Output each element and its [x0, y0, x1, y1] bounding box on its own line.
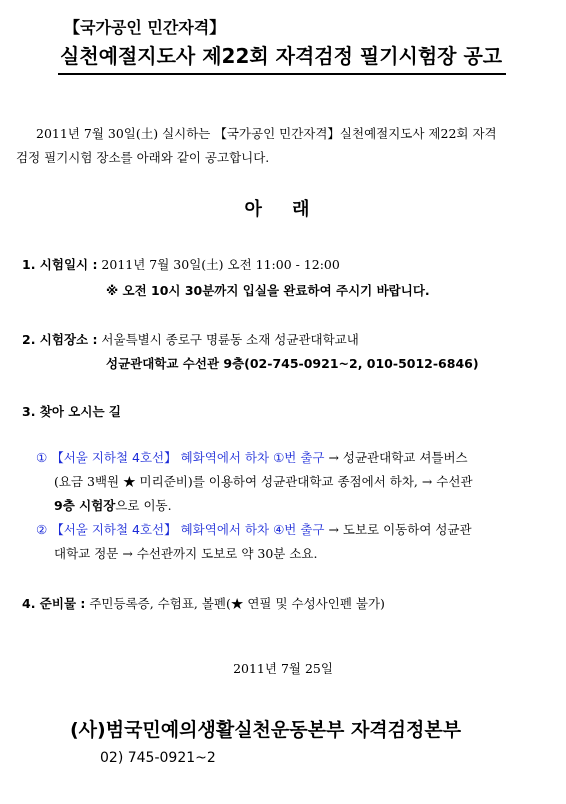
exam-location-value: 서울특별시 종로구 명륜동 소재 성균관대학교내 — [97, 332, 359, 347]
title-underline — [58, 73, 506, 75]
route-2-subway: 【서울 지하철 4호선】 혜화역에서 하차 ④번 출구 — [47, 522, 325, 537]
organization-phone: 02) 745-0921~2 — [100, 750, 216, 766]
route-1-line-1 — [36, 448, 468, 466]
intro-line-1: 2011년 7월 30일(土) 실시하는 【국가공인 민간자격】실천예절지도사 제22회 자격 — [36, 126, 497, 141]
exam-datetime-label: 1. 시험일시 : — [22, 257, 98, 272]
exam-location-row — [22, 330, 359, 348]
exam-location-label: 2. 시험장소 : — [22, 332, 98, 347]
exam-datetime-row — [22, 255, 340, 273]
route-1-line-3 — [54, 496, 172, 514]
route-1-line-2: (요금 3백원 ★ 미리준비)를 이용하여 성균관대학교 종점에서 하차, → 수선관 — [54, 474, 473, 489]
route-1-destination: 9층 시험장 — [54, 498, 116, 513]
route-2-rest: → 도보로 이동하여 성균관 — [324, 522, 472, 537]
exam-arrival-note: ※ 오전 10시 30분까지 입실을 완료하여 주시기 바랍니다. — [106, 283, 430, 298]
route-2-line-2: 대학교 정문 → 수선관까지 도보로 약 30분 소요. — [54, 546, 318, 561]
route-2-number: ② — [36, 522, 48, 537]
route-1-subway: 【서울 지하철 4호선】 혜화역에서 하차 ①번 출구 — [47, 450, 325, 465]
exam-location-detail: 성균관대학교 수선관 9층(02-745-0921~2, 010-5012-6846) — [106, 356, 479, 371]
notice-title: 실천예절지도사 제22회 자격검정 필기시험장 공고 — [60, 44, 503, 68]
route-1-destination-rest: 으로 이동. — [115, 498, 172, 513]
notice-subtitle: 【국가공인 민간자격】 — [64, 18, 226, 37]
section-heading: 아 래 — [244, 199, 322, 220]
intro-line-2: 검정 필기시험 장소를 아래와 같이 공고합니다. — [16, 150, 270, 165]
route-1-rest: → 성균관대학교 셔틀버스 — [324, 450, 468, 465]
exam-datetime-value: 2011년 7월 30일(土) 오전 11:00 - 12:00 — [97, 257, 340, 272]
supplies-value: 주민등록증, 수험표, 볼펜(★ 연필 및 수성사인펜 불가) — [85, 596, 385, 611]
supplies-row — [22, 594, 385, 612]
directions-label: 3. 찾아 오시는 길 — [22, 404, 121, 419]
organization-name: (사)범국민예의생활실천운동본부 자격검정본부 — [70, 719, 462, 741]
route-2-line-1 — [36, 520, 472, 538]
route-1-number: ① — [36, 450, 48, 465]
notice-date: 2011년 7월 25일 — [233, 661, 333, 676]
supplies-label: 4. 준비물 : — [22, 596, 86, 611]
